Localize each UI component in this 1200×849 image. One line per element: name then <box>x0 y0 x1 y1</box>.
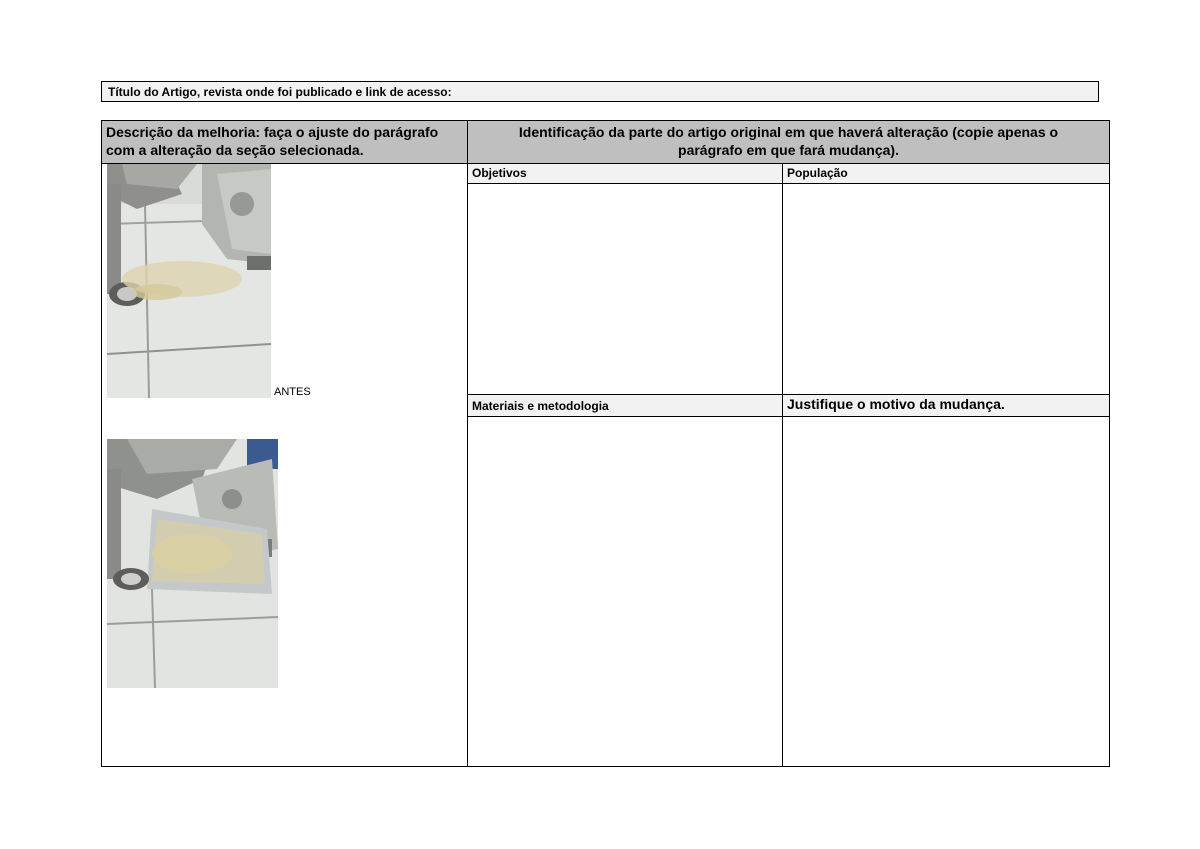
article-title-field[interactable] <box>101 81 1099 102</box>
materiais-header <box>468 395 782 416</box>
identification-header <box>468 121 1109 163</box>
populacao-header <box>783 164 1109 183</box>
justifique-header <box>783 395 1109 416</box>
after-photo <box>107 439 278 688</box>
objetivos-label: Objetivos <box>472 166 527 180</box>
justifique-content[interactable] <box>783 417 1109 766</box>
description-header-text: Descrição da melhoria: faça o ajuste do parágrafo com a alteração da seção selecionada. <box>106 124 439 158</box>
article-title-label: Título do Artigo, revista onde foi publicado e link de acesso: <box>108 85 452 99</box>
description-header <box>102 121 467 163</box>
justifique-label: Justifique o motivo da mudança. <box>787 396 1005 412</box>
materiais-label: Materiais e metodologia <box>472 399 609 413</box>
objetivos-header <box>468 164 782 183</box>
identification-header-text: Identificação da parte do artigo original em que haverá alteração (copie apenas o parágrafo em que fará mudança). <box>518 124 1059 158</box>
photo-caption: ANTES <box>274 386 311 398</box>
populacao-label: População <box>787 166 848 180</box>
materiais-content[interactable] <box>468 417 782 766</box>
objetivos-content[interactable] <box>468 184 782 394</box>
before-photo <box>107 164 271 398</box>
populacao-content[interactable] <box>783 184 1109 394</box>
